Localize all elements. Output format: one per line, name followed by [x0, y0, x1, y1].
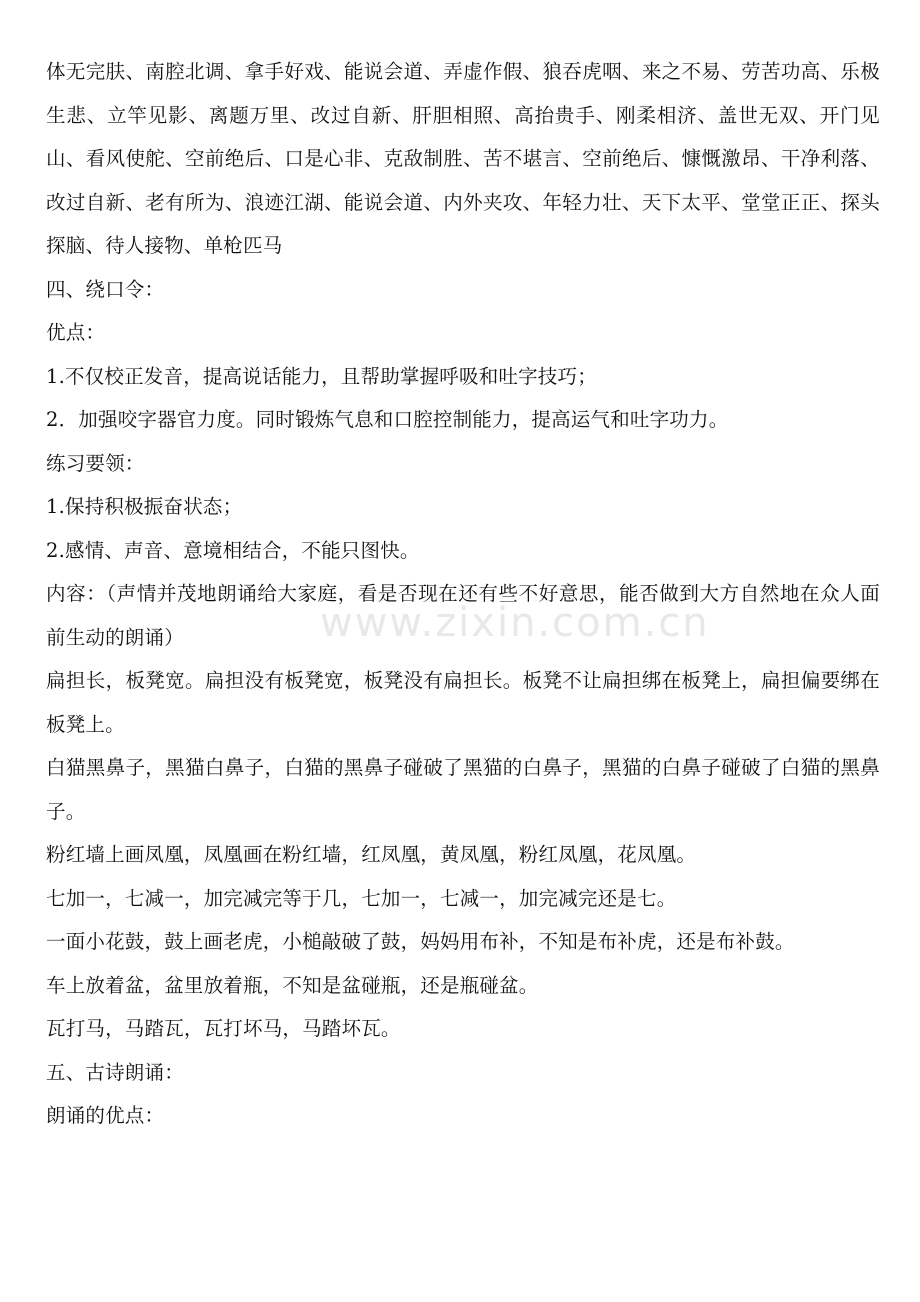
section-heading-poetry: 五、古诗朗诵：: [46, 1060, 184, 1084]
tongue-twister-3: 粉红墙上画凤凰，凤凰画在粉红墙，红凤凰，黄凤凰，粉红凤凰，花凤凰。: [46, 843, 697, 866]
advantage-item-2: 2．加强咬字器官力度。同时锻炼气息和口腔控制能力，提高运气和吐字功力。: [46, 408, 729, 431]
advantages-label: 优点：: [46, 321, 106, 344]
watermark: www.zixin.com.cn: [320, 600, 710, 646]
idiom-list-paragraph: 体无完肤、南腔北调、拿手好戏、能说会道、弄虚作假、狼吞虎咽、来之不易、劳苦功高、乐极生悲、立竿见影、离题万里、改过自新、肝胆相照、高抬贵手、刚柔相济、盖世无双、开门见山、看风使舵、空前绝后、口是心非、克敌制胜、苦不堪言、空前绝后、慷慨激昂、干净利落、改过自新、老有所为、浪迹江湖、能说会道、内外夹攻、年轻力壮、天下太平、堂堂正正、探头探脑、待人接物、单枪匹马: [46, 60, 880, 257]
practice-tip-1: 1.保持积极振奋状态；: [46, 495, 243, 518]
recitation-advantages-label: 朗诵的优点：: [46, 1104, 165, 1127]
section-heading-tongue-twister: 四、绕口令：: [46, 277, 165, 301]
document-body: [46, 50, 880, 1138]
tongue-twister-1: 扁担长，板凳宽。扁担没有板凳宽，板凳没有扁担长。板凳不让扁担绑在板凳上，扁担偏要绑在板凳上。: [46, 669, 880, 736]
tongue-twister-6: 车上放着盆，盆里放着瓶，不知是盆碰瓶，还是瓶碰盆。: [46, 973, 539, 997]
advantage-item-1: 1.不仅校正发音，提高说话能力，且帮助掌握呼吸和吐字技巧；: [46, 364, 597, 388]
tongue-twister-7: 瓦打马，马踏瓦，瓦打坏马，马踏坏瓦。: [46, 1017, 401, 1040]
tongue-twister-5: 一面小花鼓，鼓上画老虎，小槌敲破了鼓，妈妈用布补，不知是布补虎，还是布补鼓。: [46, 930, 795, 953]
practice-tips-label: 练习要领：: [46, 451, 145, 475]
content-intro-paragraph: 内容：（声情并茂地朗诵给大家庭，看是否现在还有些不好意思，能否做到大方自然地在众人面前生动的朗诵）: [46, 582, 880, 649]
tongue-twister-2: 白猫黑鼻子，黑猫白鼻子，白猫的黑鼻子碰破了黑猫的白鼻子，黑猫的白鼻子碰破了白猫的黑鼻子。: [46, 756, 880, 823]
tongue-twister-4: 七加一，七减一，加完减完等于几，七加一，七减一，加完减完还是七。: [46, 886, 677, 910]
practice-tip-2: 2.感情、声音、意境相结合，不能只图快。: [46, 538, 420, 562]
